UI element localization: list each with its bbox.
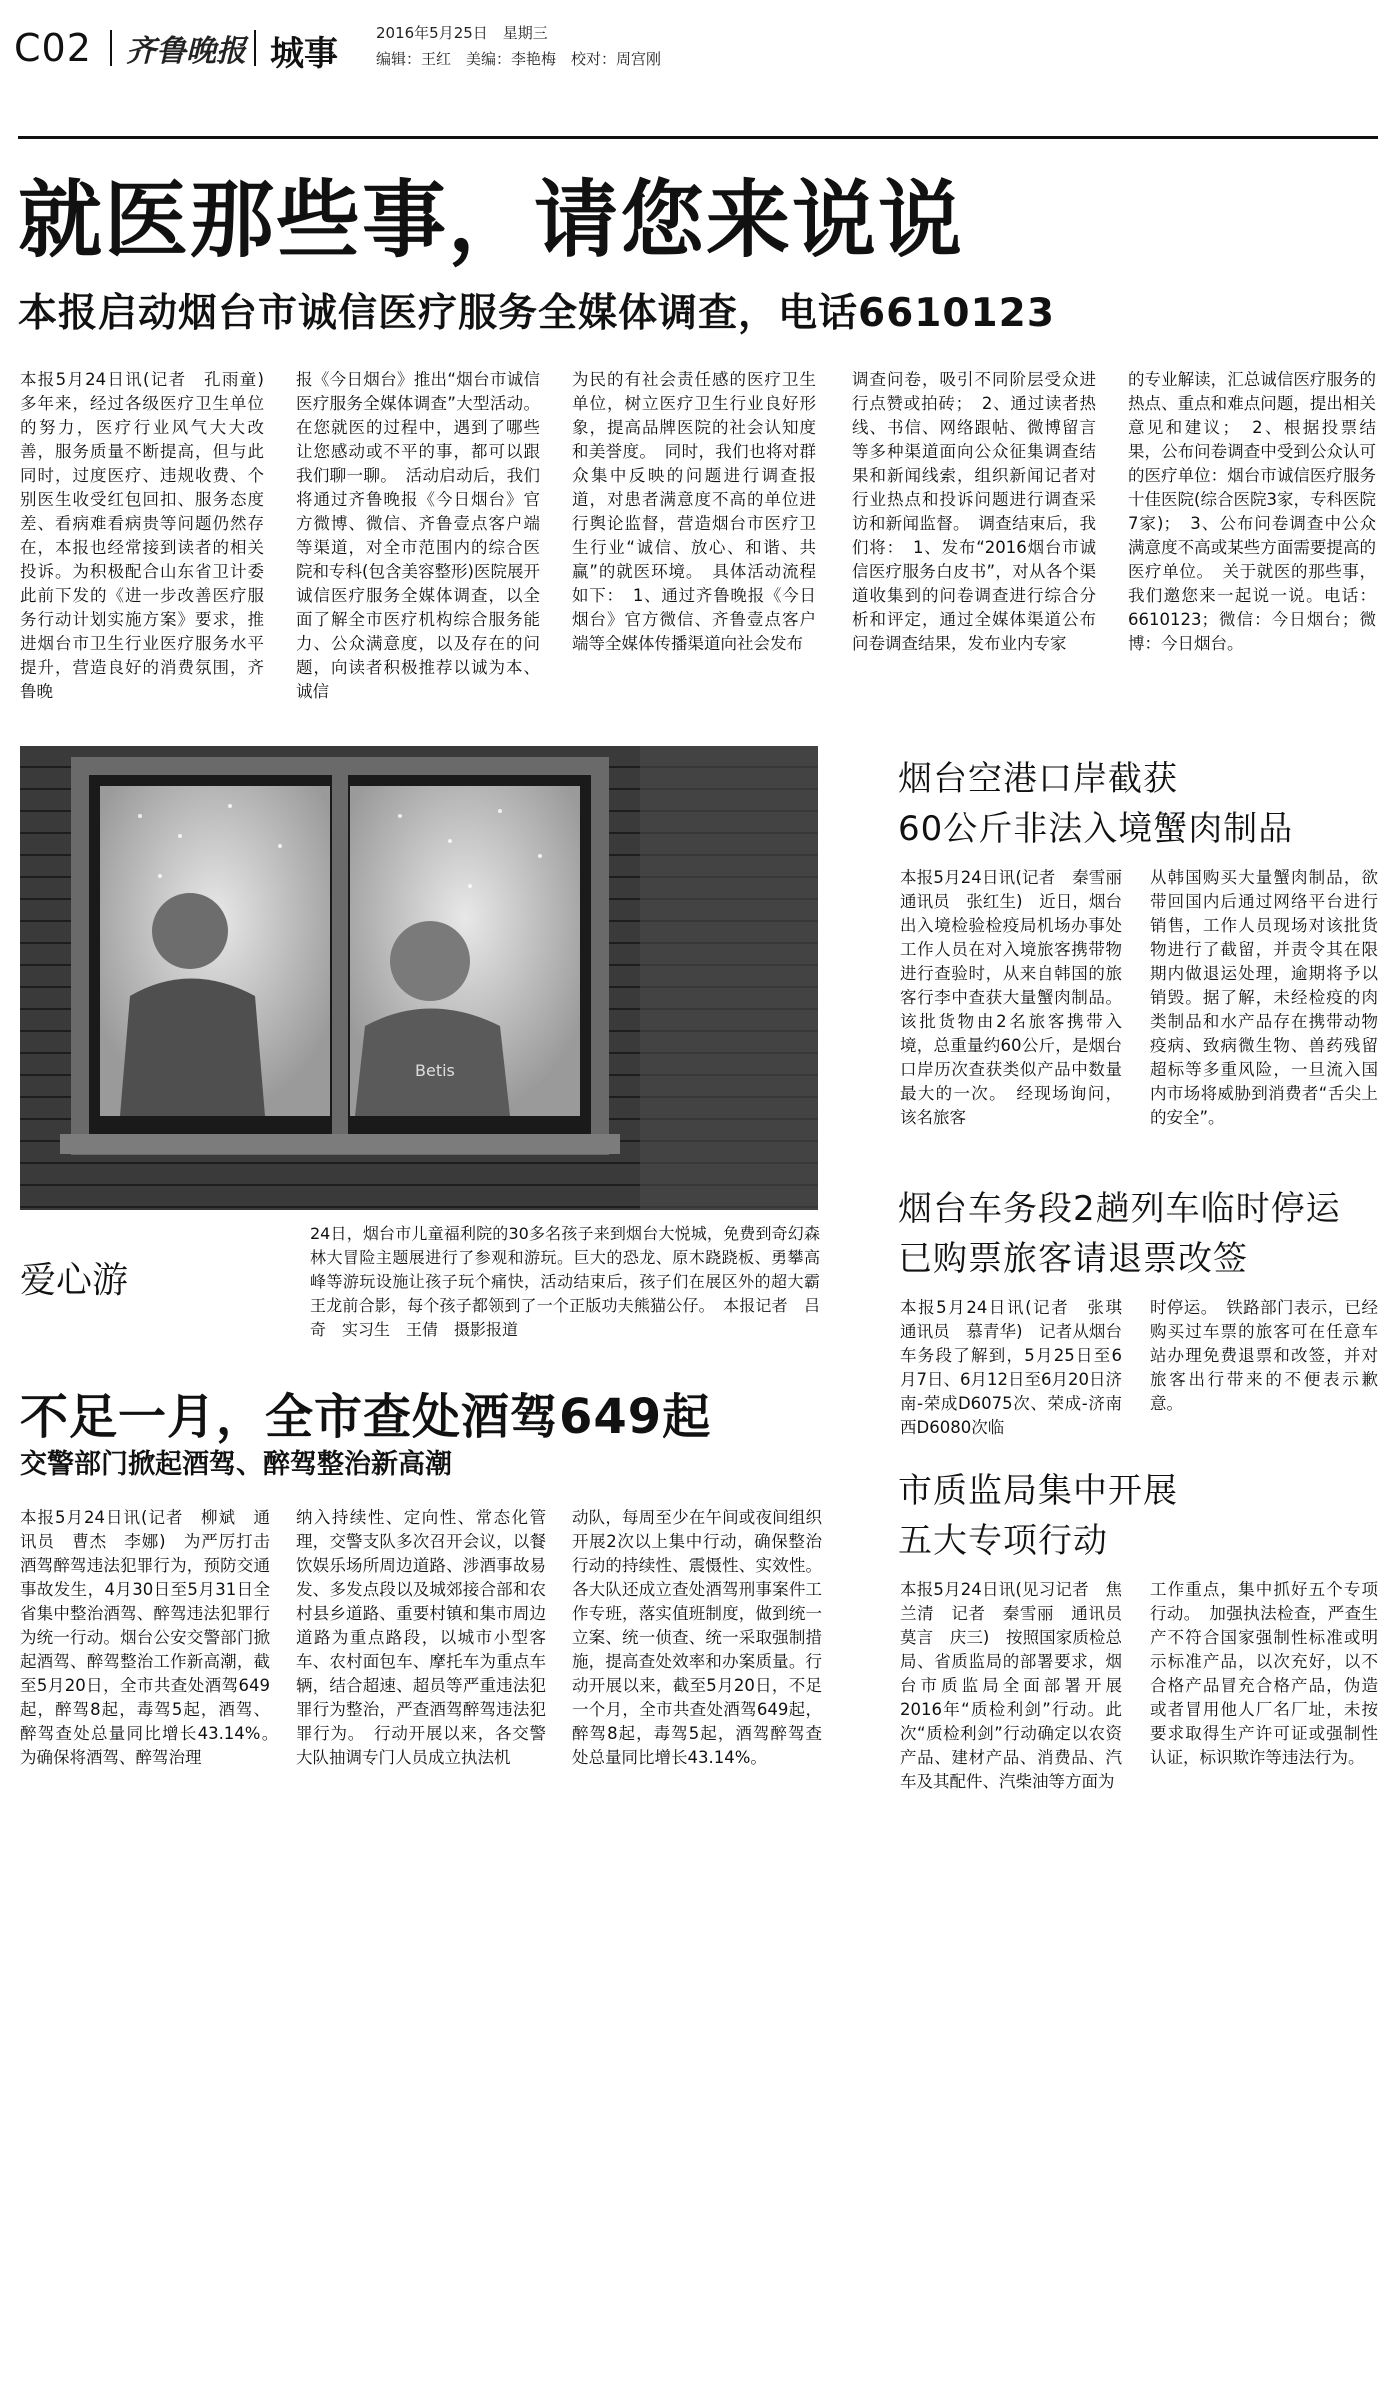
page-number: C02 [14,26,92,70]
train-title-line-1: 烟台车务段2趟列车临时停运 [898,1189,1341,1229]
jersey-text: Betis [415,1061,455,1080]
section-name: 城事 [270,34,338,74]
main-subheadline: 本报启动烟台市诚信医疗服务全媒体调查，电话6610123 [18,291,1055,336]
train-column-1: 本报5月24日讯(记者 张琪 通讯员 慕青华) 记者从烟台车务段了解到，5月25日至6月7日、6月12日至6月20日济南-荣成D6075次、荣成-济南西D6080次临 [900,1298,1139,1437]
main-column-4: 调查问卷，吸引不同阶层受众进行点赞或拍砖； 2、通过读者热线、书信、网络跟帖、微博留言等多种渠道面向公众征集调查结果和新闻线索，组织新闻记者对行业热点和投诉问题进行调查采访和新闻监督。 调查结束后，我们将： 1、发布“2016烟台市诚信医疗服务白皮书”，对从各个渠道收集到的问卷调查进行综合分析和评定，通过全媒体渠道公布问卷调查结果，发布业内专家 [852,370,1096,653]
header-divider [110,30,112,66]
main-column-3: 为民的有社会责任感的医疗卫生单位，树立医疗卫生行业良好形象，提高品牌医院的社会认知度和美誉度。 同时，我们也将对群众集中反映的问题进行调查报道，对患者满意度不高的单位进行舆论监督，营造烟台市医疗卫生行业“诚信、放心、和谐、共赢”的就医环境。 具体活动流程如下： 1、通过齐鲁晚报《今日烟台》官方微信、齐鲁壹点客户端等全媒体传播渠道向社会发布 [572,370,816,653]
photo-caption-title: 爱心游 [20,1260,129,1301]
train-title-line-2: 已购票旅客请退票改签 [898,1239,1248,1279]
header-divider [254,30,256,66]
quality-title-line-2: 五大专项行动 [898,1521,1108,1561]
drunk-driving-headline: 不足一月，全市查处酒驾649起 [20,1389,712,1445]
date-line: 2016年5月25日 星期三 [376,24,548,42]
top-rule [18,136,1378,139]
main-column-1: 本报5月24日讯(记者 孔雨童) 多年来，经过各级医疗卫生单位的努力，医疗行业风气大大改善，服务质量不断提高，但与此同时，过度医疗、违规收费、个别医生收受红包回扣、服务态度差、看病难看病贵等问题仍然存在，本报也经常接到读者的相关投诉。为积极配合山东省卫计委此前下发的《进一步改善医疗服务行动计划实施方案》要求，推进烟台市卫生行业医疗服务水平提升，营造良好的消费氛围，齐鲁晚 [20,370,281,701]
drunk-column-3: 动队，每周至少在午间或夜间组织开展2次以上集中行动，确保整治行动的持续性、震慑性、实效性。各大队还成立查处酒驾刑事案件工作专班，落实值班制度，做到统一立案、统一侦查、统一采取强制措施，提高查处效率和办案质量。行动开展以来，截至5月20日，不足一个月，全市共查处酒驾649起，醉驾8起，毒驾5起，酒驾醉驾查处总量同比增长43.14%。 [572,1508,822,1767]
crab-title-line-2: 60公斤非法入境蟹肉制品 [898,809,1294,849]
photo-illustration [20,746,818,1210]
newspaper-logo: 齐鲁晚报 [126,34,246,69]
news-photo [20,746,818,1210]
main-headline: 就医那些事，请您来说说 [18,171,965,269]
crab-column-1: 本报5月24日讯(记者 秦雪丽 通讯员 张红生) 近日，烟台出入境检验检疫局机场办事处工作人员在对入境旅客携带物进行查验时，从来自韩国的旅客行李中查获大量蟹肉制品。该批货物由2名旅客携带入境，总重量约60公斤，是烟台口岸历次查获类似产品中数量最大的一次。 经现场询问，该名旅客 [900,868,1139,1127]
train-column-2: 时停运。 铁路部门表示，已经购买过车票的旅客可在任意车站办理免费退票和改签，并对旅客出行带来的不便表示歉意。 [1150,1298,1378,1413]
main-column-2: 报《今日烟台》推出“烟台市诚信医疗服务全媒体调查”大型活动。在您就医的过程中，遇到了哪些让您感动或不平的事，都可以跟我们聊一聊。 活动启动后，我们将通过齐鲁晚报《今日烟台》官方微博、微信、齐鲁壹点客户端等渠道，对全市范围内的综合医院和专科(包含美容整形)医院展开诚信医疗服务全媒体调查，以全面了解全市医疗机构综合服务能力、公众满意度，以及存在的问题，向读者积极推荐以诚为本、诚信 [296,370,540,701]
quality-column-2: 工作重点，集中抓好五个专项行动。 加强执法检查，严查生产不符合国家强制性标准或明示标准产品，以次充好，以不合格产品冒充合格产品，伪造或者冒用他人厂名厂址，未按要求取得生产许可证或强制性认证，标识欺诈等违法行为。 [1150,1580,1378,1767]
main-column-5: 的专业解读，汇总诚信医疗服务的热点、重点和难点问题，提出相关意见和建议； 2、根据投票结果，公布问卷调查中受到公众认可的医疗单位：烟台市诚信医疗服务十佳医院(综合医院3家，专科医院7家)； 3、公布问卷调查中公众满意度不高或某些方面需要提高的医疗单位。 关于就医的那些事，我们邀您来一起说一说。电话：6610123；微信：今日烟台；微博：今日烟台。 [1128,370,1376,653]
crab-column-2: 从韩国购买大量蟹肉制品，欲带回国内后通过网络平台进行销售，工作人员现场对该批货物进行了截留，并责令其在限期内做退运处理，逾期将予以销毁。据了解，未经检疫的肉类制品和水产品存在携带动物疫病、致病微生物、兽药残留超标等多重风险，一旦流入国内市场将威胁到消费者“舌尖上的安全”。 [1150,868,1378,1127]
drunk-driving-subheadline: 交警部门掀起酒驾、醉驾整治新高潮 [20,1449,452,1480]
quality-column-1: 本报5月24日讯(见习记者 焦兰清 记者 秦雪丽 通讯员 莫言 庆三) 按照国家质检总局、省质监局的部署要求，烟台市质监局全面部署开展2016年“质检利剑”行动。此次“质检利剑”行动确定以农资产品、建材产品、消费品、汽车及其配件、汽柴油等方面为 [900,1580,1139,1791]
quality-title-line-1: 市质监局集中开展 [898,1471,1178,1511]
staff-line: 编辑：王红 美编：李艳梅 校对：周宫刚 [376,50,662,68]
drunk-column-1: 本报5月24日讯(记者 柳斌 通讯员 曹杰 李娜) 为严厉打击酒驾醉驾违法犯罪行为，预防交通事故发生，4月30日至5月31日全省集中整治酒驾、醉驾违法犯罪行为统一行动。烟台公安交警部门掀起酒驾、醉驾整治工作新高潮，截至5月20日，全市共查处酒驾649起，醉驾8起，毒驾5起，酒驾、醉驾查处总量同比增长43.14%。 为确保将酒驾、醉驾治理 [20,1508,287,1767]
photo-caption: 24日，烟台市儿童福利院的30多名孩子来到烟台大悦城，免费到奇幻森林大冒险主题展进行了参观和游玩。巨大的恐龙、原木跷跷板、勇攀高峰等游玩设施让孩子玩个痛快，活动结束后，孩子们在展区外的超大霸王龙前合影，每个孩子都领到了一个正版功夫熊猫公仔。 本报记者 吕奇 实习生 王倩 摄影报道 [310,1224,820,1339]
crab-title-line-1: 烟台空港口岸截获 [898,759,1178,799]
drunk-column-2: 纳入持续性、定向性、常态化管理，交警支队多次召开会议，以餐饮娱乐场所周边道路、涉酒事故易发、多发点段以及城郊接合部和农村县乡道路、重要村镇和集市周边道路为重点路段，以城市小型客车、农村面包车、摩托车为重点车辆，结合超速、超员等严重违法犯罪行为整治，严查酒驾醉驾违法犯罪行为。 行动开展以来，各交警大队抽调专门人员成立执法机 [296,1508,546,1767]
